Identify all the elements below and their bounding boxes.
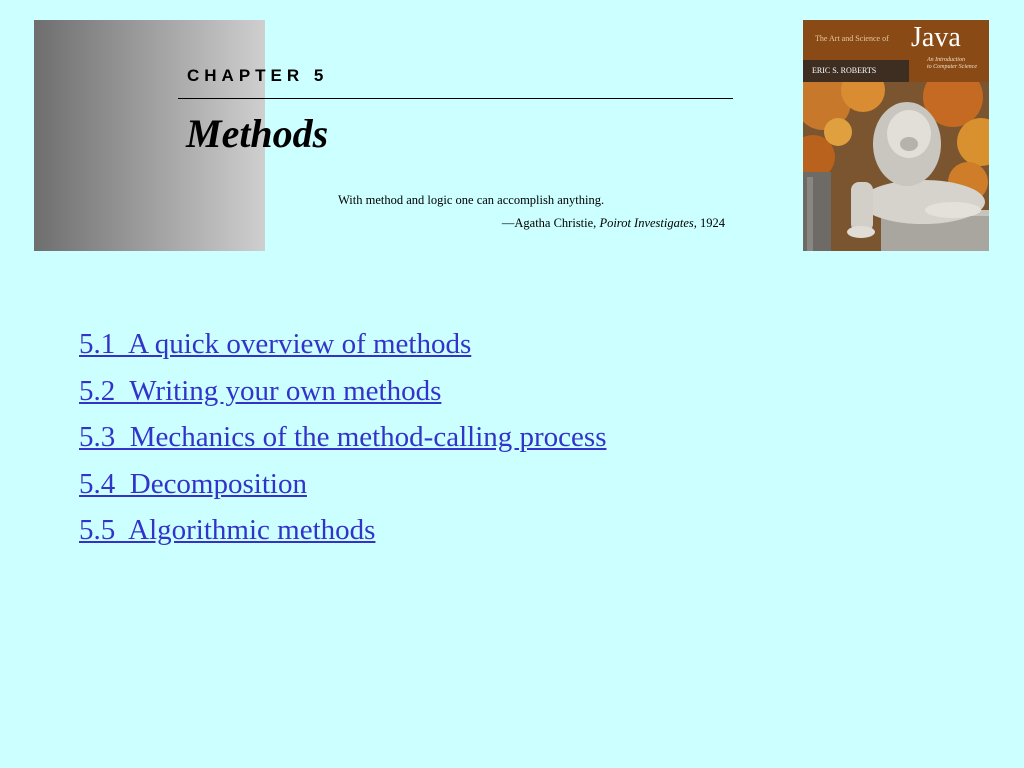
lion-statue-image xyxy=(803,82,989,251)
cover-subtitle xyxy=(927,57,989,71)
toc-item xyxy=(79,468,606,515)
chapter-title: Methods xyxy=(186,111,329,156)
toc-link-5-2[interactable]: 5.2 Writing your own methods xyxy=(79,374,442,407)
toc-item xyxy=(79,328,606,375)
epigraph-year: 1924 xyxy=(700,216,725,230)
toc-item xyxy=(79,421,606,468)
table-of-contents xyxy=(79,328,606,561)
cover-author-bar xyxy=(803,60,909,82)
toc-link-5-4[interactable]: 5.4 Decomposition xyxy=(79,467,307,500)
cover-subtitle-line2: to Computer Science xyxy=(927,64,977,70)
cover-author: ERIC S. ROBERTS xyxy=(812,66,877,75)
epigraph-author: —Agatha Christie, xyxy=(501,216,597,230)
epigraph-work: Poirot Investigates, xyxy=(599,216,697,230)
epigraph-attribution xyxy=(502,216,725,231)
cover-title: Java xyxy=(911,22,961,53)
toc-link-5-1[interactable]: 5.1 A quick overview of methods xyxy=(79,328,472,360)
chapter-divider xyxy=(178,98,733,99)
epigraph-quote: With method and logic one can accomplish anything. xyxy=(338,193,605,207)
toc-link-5-5[interactable]: 5.5 Algorithmic methods xyxy=(79,514,376,546)
cover-subtitle-line1: An Introduction xyxy=(927,57,965,63)
book-cover-image xyxy=(803,20,989,251)
chapter-label: CHAPTER 5 xyxy=(187,66,329,85)
cover-title-band xyxy=(803,20,989,82)
toc-item xyxy=(79,514,606,561)
cover-series-text: The Art and Science of xyxy=(815,34,889,43)
toc-link-5-3[interactable]: 5.3 Mechanics of the method-calling process xyxy=(79,421,607,453)
toc-item xyxy=(79,375,606,422)
